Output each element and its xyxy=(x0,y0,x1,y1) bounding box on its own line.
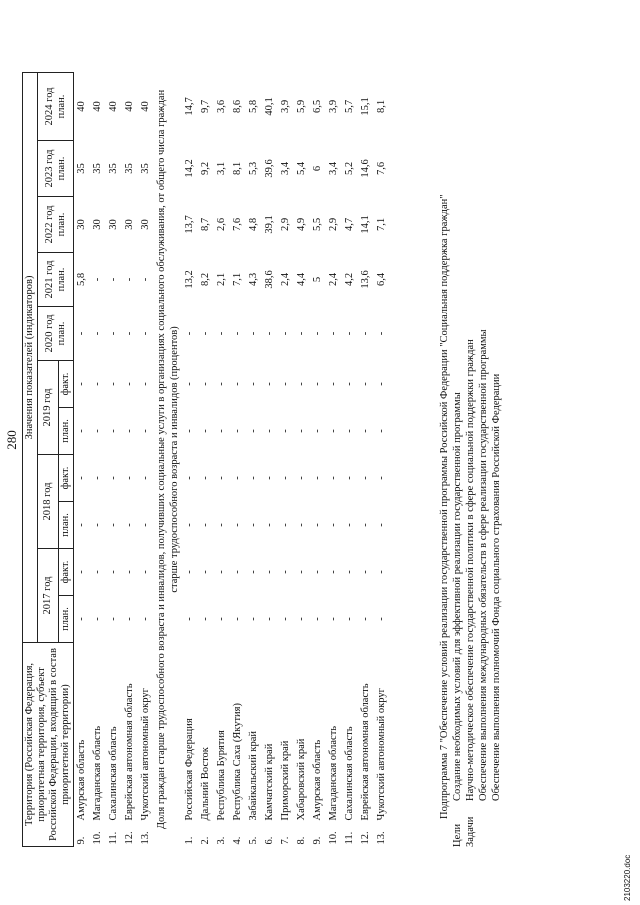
indicator-value: 2,9 xyxy=(280,217,291,232)
indicator-value: - xyxy=(328,429,339,433)
table-row xyxy=(246,72,262,846)
indicator-value: 3,4 xyxy=(328,161,339,176)
indicator-value: - xyxy=(200,523,211,527)
plan-2019-header: план. xyxy=(59,407,74,454)
indicator-value: 40,1 xyxy=(264,97,275,116)
indicator-value: - xyxy=(140,331,151,336)
indicator-value: 5,2 xyxy=(344,161,355,176)
indicator-value: - xyxy=(108,277,119,282)
indicator-value: - xyxy=(184,617,195,621)
indicator-value: - xyxy=(76,570,87,574)
region-name: Приморский край xyxy=(280,740,291,821)
indicator-value: - xyxy=(76,476,87,480)
indicator-value: - xyxy=(124,523,135,527)
indicator-value: 4,2 xyxy=(344,272,355,287)
indicator-value: 40 xyxy=(76,101,87,112)
indicator-value: - xyxy=(92,429,103,433)
indicator-value: 39,1 xyxy=(264,215,275,234)
indicator-value: 9,7 xyxy=(200,99,211,114)
table-row xyxy=(198,72,214,846)
row-number: 8. xyxy=(296,836,307,845)
region-name: Республика Саха (Якутия) xyxy=(232,703,243,821)
indicator-value: 40 xyxy=(92,101,103,112)
task-item: Научно-методическое обеспечение государственной политики в сфере социальной поддержки граждан xyxy=(465,339,476,801)
indicator-value: - xyxy=(92,476,103,480)
indicator-value: 8,1 xyxy=(376,99,387,114)
indicator-value: - xyxy=(124,617,135,621)
table-row xyxy=(90,72,106,846)
table-row xyxy=(278,72,294,846)
indicator-value: - xyxy=(248,382,259,386)
indicator-value: - xyxy=(312,570,323,574)
row-number: 11. xyxy=(108,831,119,845)
task-item: Обеспечение выполнения международных обязательств в сфере реализации государственной программы xyxy=(478,329,489,801)
indicator-value: - xyxy=(92,382,103,386)
indicator-value: - xyxy=(200,476,211,480)
indicator-value: 14,6 xyxy=(360,159,371,178)
indicator-value: - xyxy=(264,331,275,336)
indicator-value: - xyxy=(360,617,371,621)
indicator-value: - xyxy=(216,617,227,621)
indicator-value: 40 xyxy=(140,101,151,112)
indicator-value: - xyxy=(140,382,151,386)
indicator-value: - xyxy=(360,429,371,433)
row-number: 10. xyxy=(328,831,339,845)
indicator-value: - xyxy=(92,523,103,527)
region-name: Сахалинская область xyxy=(108,726,119,821)
indicator-value: 2,9 xyxy=(328,217,339,232)
row-number: 9. xyxy=(312,836,323,845)
indicator-value: 3,4 xyxy=(280,161,291,176)
indicator-value: - xyxy=(312,331,323,336)
indicator-value: 4,9 xyxy=(296,217,307,232)
region-name: Сахалинская область xyxy=(344,726,355,821)
indicator-value: 8,7 xyxy=(200,217,211,232)
indicator-value: - xyxy=(328,382,339,386)
table-row xyxy=(214,72,230,846)
indicator-value: - xyxy=(280,476,291,480)
indicator-value: 13,2 xyxy=(184,270,195,289)
indicator-value: 35 xyxy=(76,163,87,174)
indicator-value: - xyxy=(76,331,87,336)
indicator-value: - xyxy=(296,570,307,574)
tasks-row xyxy=(464,57,503,847)
footer-filename: 2103220.doc xyxy=(623,854,632,901)
indicator-value: 2,1 xyxy=(216,272,227,287)
indicator-value: 8,2 xyxy=(200,272,211,287)
indicator-value: - xyxy=(376,570,387,574)
indicator-value: - xyxy=(328,617,339,621)
table-row xyxy=(138,72,154,846)
indicator-value: - xyxy=(232,382,243,386)
indicator-value: - xyxy=(216,429,227,433)
table-row xyxy=(122,72,138,846)
indicator-value: - xyxy=(76,617,87,621)
indicator-value: - xyxy=(264,523,275,527)
indicator-value: 5,8 xyxy=(76,272,87,287)
row-number: 13. xyxy=(376,831,387,845)
row-number: 12. xyxy=(360,831,371,845)
region-name: Еврейская автономная область xyxy=(360,683,371,821)
indicator-value: - xyxy=(280,617,291,621)
indicator-value: - xyxy=(280,429,291,433)
indicator-value: - xyxy=(124,570,135,574)
row-number: 7. xyxy=(280,836,291,845)
region-name: Дальний Восток xyxy=(200,747,211,821)
indicator-value: - xyxy=(184,382,195,386)
section-b-row xyxy=(154,72,182,846)
indicator-value: - xyxy=(264,476,275,480)
indicator-value: - xyxy=(184,331,195,336)
indicator-value: 35 xyxy=(140,163,151,174)
indicator-value: - xyxy=(76,429,87,433)
year-2017-header: 2017 год xyxy=(38,548,59,642)
indicator-value: - xyxy=(360,476,371,480)
region-name: Чукотский автономный округ xyxy=(376,688,387,821)
section-b-title: Доля граждан старше трудоспособного возраста и инвалидов, получивших социальные услуги в организациях социального обслуживания, от общего числа граждан старше трудоспособного возраста и инвалидов (процентов) xyxy=(156,89,180,830)
indicator-value: 35 xyxy=(124,163,135,174)
indicator-value: - xyxy=(280,570,291,574)
region-name: Магаданская область xyxy=(92,725,103,821)
indicator-value: - xyxy=(344,617,355,621)
indicator-value: - xyxy=(184,523,195,527)
plan-2018-header: план. xyxy=(59,501,74,548)
indicator-value: - xyxy=(232,523,243,527)
indicator-value: 5,7 xyxy=(344,99,355,114)
indicator-value: 2,6 xyxy=(216,217,227,232)
indicator-value: 15,1 xyxy=(360,97,371,116)
goals-row xyxy=(451,57,464,847)
indicator-value: 6,4 xyxy=(376,272,387,287)
indicator-value: - xyxy=(124,429,135,433)
indicator-value: 5 xyxy=(312,276,323,283)
indicator-value: - xyxy=(376,429,387,433)
indicator-value: 40 xyxy=(124,101,135,112)
indicator-value: 30 xyxy=(140,219,151,230)
fact-2018-header: факт. xyxy=(59,454,74,501)
indicator-value: - xyxy=(248,523,259,527)
indicator-value: - xyxy=(216,476,227,480)
indicator-value: - xyxy=(376,331,387,336)
indicator-value: 4,7 xyxy=(344,217,355,232)
indicator-value: - xyxy=(232,429,243,433)
indicator-value: - xyxy=(124,277,135,282)
table-row xyxy=(342,72,358,846)
region-name: Российская Федерация xyxy=(184,718,195,821)
indicator-value: - xyxy=(108,570,119,574)
indicator-value: - xyxy=(184,570,195,574)
table-row xyxy=(358,72,374,846)
indicator-value: - xyxy=(376,523,387,527)
row-number: 13. xyxy=(140,831,151,845)
year-2024-header: 2024 год план. xyxy=(38,72,74,140)
row-number: 2. xyxy=(200,836,211,845)
indicator-value: - xyxy=(328,570,339,574)
region-name: Еврейская автономная область xyxy=(124,683,135,821)
indicator-value: - xyxy=(76,523,87,527)
indicator-value: 3,9 xyxy=(328,99,339,114)
indicator-value: 3,1 xyxy=(216,161,227,176)
indicator-value: - xyxy=(124,382,135,386)
indicator-value: 5,4 xyxy=(296,161,307,176)
fact-2019-header: факт. xyxy=(59,360,74,407)
indicator-value: 40 xyxy=(108,101,119,112)
indicator-value: - xyxy=(344,476,355,480)
indicator-value: - xyxy=(264,429,275,433)
row-number: 9. xyxy=(76,836,87,845)
indicator-value: 30 xyxy=(108,219,119,230)
table-row xyxy=(374,72,390,846)
indicator-value: 8,6 xyxy=(232,99,243,114)
indicator-value: - xyxy=(108,476,119,480)
indicator-value: - xyxy=(140,570,151,574)
indicator-value: - xyxy=(124,476,135,480)
indicator-value: - xyxy=(344,382,355,386)
indicator-value: - xyxy=(376,476,387,480)
indicator-value: - xyxy=(140,429,151,433)
indicator-value: 8,1 xyxy=(232,161,243,176)
indicator-value: - xyxy=(312,476,323,480)
indicator-value: - xyxy=(280,331,291,336)
region-name: Забайкальский край xyxy=(248,730,259,821)
indicator-value: - xyxy=(312,382,323,386)
indicator-value: - xyxy=(280,523,291,527)
indicator-value: - xyxy=(232,331,243,336)
table-row xyxy=(310,72,326,846)
indicator-value: - xyxy=(360,382,371,386)
indicator-value: - xyxy=(108,523,119,527)
table-row xyxy=(74,72,91,846)
indicator-value: - xyxy=(312,523,323,527)
indicator-value: 4,4 xyxy=(296,272,307,287)
indicator-value: - xyxy=(76,382,87,386)
indicator-value: 5,5 xyxy=(312,217,323,232)
region-name: Амурская область xyxy=(76,739,87,821)
indicator-value: - xyxy=(360,523,371,527)
indicator-value: - xyxy=(200,331,211,336)
indicator-value: - xyxy=(248,570,259,574)
indicator-value: - xyxy=(328,476,339,480)
indicators-table xyxy=(22,72,390,847)
row-number: 3. xyxy=(216,836,227,845)
year-2021-header: 2021 год план. xyxy=(38,252,74,306)
indicator-value: 35 xyxy=(92,163,103,174)
indicator-value: 3,6 xyxy=(216,99,227,114)
indicator-value: 4,3 xyxy=(248,272,259,287)
indicator-value: - xyxy=(312,429,323,433)
indicator-value: - xyxy=(312,617,323,621)
indicator-value: - xyxy=(216,523,227,527)
fact-2017-header: факт. xyxy=(59,548,74,595)
plan-2017-header: план. xyxy=(59,595,74,642)
indicator-value: 6 xyxy=(312,165,323,172)
indicator-value: - xyxy=(92,277,103,282)
tasks-label: Задачи xyxy=(465,816,476,847)
indicator-value: 5,9 xyxy=(296,99,307,114)
indicator-value: - xyxy=(376,382,387,386)
year-2022-header: 2022 год план. xyxy=(38,196,74,252)
indicator-value: 3,9 xyxy=(280,99,291,114)
header-row-1 xyxy=(23,72,38,846)
indicator-value: - xyxy=(328,523,339,527)
indicator-value: 30 xyxy=(92,219,103,230)
year-2020-header: 2020 год план. xyxy=(38,306,74,360)
indicator-value: - xyxy=(200,429,211,433)
indicator-value: - xyxy=(296,429,307,433)
indicator-value: - xyxy=(200,382,211,386)
indicator-value: - xyxy=(264,382,275,386)
region-name: Камчатский край xyxy=(264,743,275,821)
table-row xyxy=(182,72,198,846)
indicator-value: 39,6 xyxy=(264,159,275,178)
indicator-value: - xyxy=(344,331,355,336)
indicator-value: - xyxy=(376,617,387,621)
indicator-value: - xyxy=(200,570,211,574)
table-row xyxy=(326,72,342,846)
indicator-value: - xyxy=(280,382,291,386)
indicator-value: - xyxy=(216,382,227,386)
row-number: 1. xyxy=(184,836,195,845)
table-row xyxy=(106,72,122,846)
year-2019-header: 2019 год xyxy=(38,360,59,454)
indicator-value: 4,8 xyxy=(248,217,259,232)
indicator-value: - xyxy=(232,570,243,574)
indicator-value: - xyxy=(108,382,119,386)
indicator-value: - xyxy=(296,382,307,386)
indicator-value: - xyxy=(92,617,103,621)
indicator-value: 9,2 xyxy=(200,161,211,176)
indicator-value: 7,1 xyxy=(376,217,387,232)
indicator-value: - xyxy=(232,617,243,621)
table-body-regions-a xyxy=(74,72,155,846)
region-name: Хабаровский край xyxy=(296,738,307,821)
region-name: Республика Бурятия xyxy=(216,730,227,821)
indicator-value: - xyxy=(344,570,355,574)
indicator-value: - xyxy=(296,523,307,527)
row-number: 4. xyxy=(232,836,243,845)
indicator-value: - xyxy=(296,476,307,480)
indicator-value: 7,6 xyxy=(376,161,387,176)
indicator-value: - xyxy=(92,331,103,336)
indicator-value: - xyxy=(328,331,339,336)
indicator-value: - xyxy=(140,277,151,282)
indicator-value: 14,7 xyxy=(184,97,195,116)
indicator-value: - xyxy=(184,476,195,480)
section-b xyxy=(154,72,182,846)
indicator-value: - xyxy=(216,331,227,336)
indicator-value: 2,4 xyxy=(328,272,339,287)
territory-header: Территория (Российская Федерация, приоритетная территория, субъект Российской Федерации, входящий в состав приоритетной территории) xyxy=(23,642,74,846)
goals-label: Цели xyxy=(452,823,463,847)
indicator-value: - xyxy=(264,617,275,621)
indicator-value: 30 xyxy=(124,219,135,230)
indicator-value: - xyxy=(248,331,259,336)
indicator-value: - xyxy=(248,617,259,621)
indicator-value: 14,2 xyxy=(184,159,195,178)
indicator-value: 13,6 xyxy=(360,270,371,289)
indicator-value: - xyxy=(124,331,135,336)
task-item: Обеспечение выполнения полномочий Фонда социального страхования Российской Федерации xyxy=(491,373,502,801)
indicator-value: 30 xyxy=(76,219,87,230)
indicator-value: - xyxy=(232,476,243,480)
indicator-value: - xyxy=(344,523,355,527)
indicator-value: - xyxy=(360,570,371,574)
indicator-value: - xyxy=(92,570,103,574)
indicators-header: Значения показателей (индикаторов) xyxy=(23,72,38,642)
table-row xyxy=(230,72,246,846)
row-number: 11. xyxy=(344,831,355,845)
subprogram-title: Подпрограмма 7 "Обеспечение условий реализации государственной программы Российской Федерации "Социальная поддержка граждан" xyxy=(439,194,450,819)
indicator-value: - xyxy=(296,617,307,621)
indicator-value: - xyxy=(248,476,259,480)
indicator-value: - xyxy=(360,331,371,336)
year-2018-header: 2018 год xyxy=(38,454,59,548)
row-number: 5. xyxy=(248,836,259,845)
indicator-value: - xyxy=(344,429,355,433)
table-body-regions-b xyxy=(182,72,390,846)
indicator-value: - xyxy=(108,331,119,336)
table-row xyxy=(262,72,278,846)
indicator-value: 5,3 xyxy=(248,161,259,176)
indicator-value: - xyxy=(140,523,151,527)
indicator-value: - xyxy=(248,429,259,433)
indicator-value: 35 xyxy=(108,163,119,174)
indicator-value: - xyxy=(200,617,211,621)
row-number: 12. xyxy=(124,831,135,845)
indicator-value: 7,1 xyxy=(232,272,243,287)
indicator-value: 13,7 xyxy=(184,215,195,234)
indicator-value: - xyxy=(140,617,151,621)
region-name: Амурская область xyxy=(312,739,323,821)
indicator-value: - xyxy=(264,570,275,574)
region-name: Чукотский автономный округ xyxy=(140,688,151,821)
table-row xyxy=(294,72,310,846)
indicator-value: - xyxy=(216,570,227,574)
indicator-value: 2,4 xyxy=(280,272,291,287)
indicator-value: 38,6 xyxy=(264,270,275,289)
indicator-value: 7,6 xyxy=(232,217,243,232)
row-number: 10. xyxy=(92,831,103,845)
page-number: 280 xyxy=(4,430,19,450)
subprogram-block xyxy=(438,57,503,847)
goal-item: Создание необходимых условий для эффективной реализации государственной программы xyxy=(452,392,463,801)
indicator-value: - xyxy=(108,429,119,433)
indicator-value: - xyxy=(184,429,195,433)
region-name: Магаданская область xyxy=(328,725,339,821)
indicator-value: 6,5 xyxy=(312,99,323,114)
indicator-value: 5,8 xyxy=(248,99,259,114)
indicator-value: - xyxy=(108,617,119,621)
year-2023-header: 2023 год план. xyxy=(38,140,74,196)
row-number: 6. xyxy=(264,836,275,845)
indicator-value: - xyxy=(140,476,151,480)
indicator-value: - xyxy=(296,331,307,336)
indicator-value: 14,1 xyxy=(360,215,371,234)
